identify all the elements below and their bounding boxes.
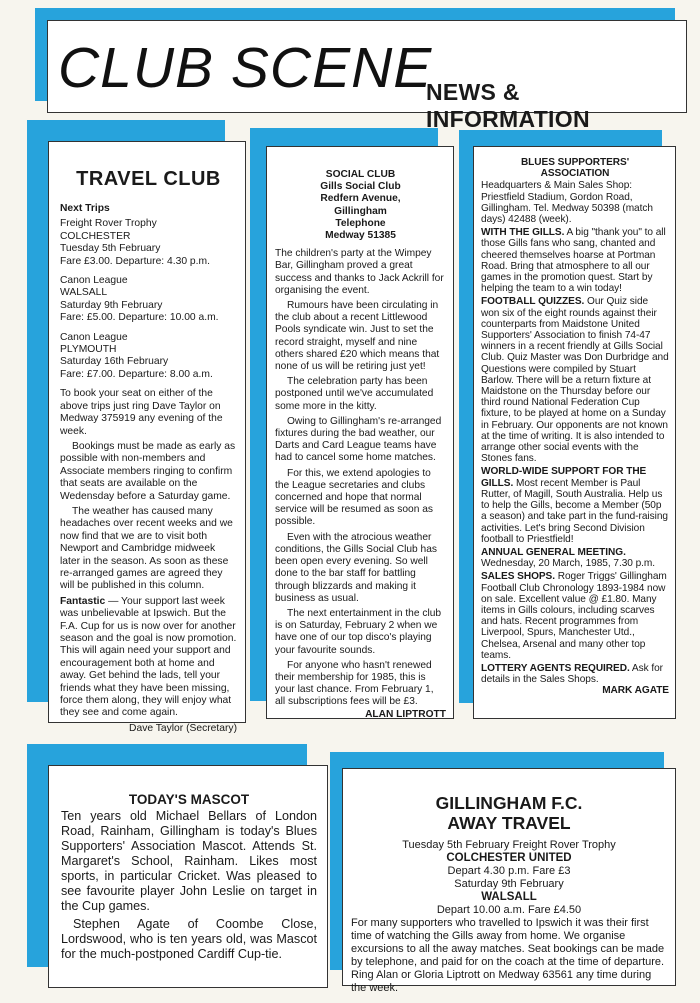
social-paragraph: The children's party at the Wimpey Bar, Gillingham proved a great success and thanks to Jack Ackrill for organising the event. xyxy=(275,248,444,296)
travel-paragraph xyxy=(60,596,237,720)
blues-item xyxy=(481,227,669,294)
blues-item xyxy=(481,296,669,464)
away-date-line: Saturday 9th February xyxy=(454,878,564,890)
trip-item xyxy=(60,332,237,382)
travel-club-title: TRAVEL CLUB xyxy=(76,168,221,190)
social-paragraph: The next entertainment in the club is on Saturday, February 2 when we have one of our top disco's playing your favourite sounds. xyxy=(275,607,442,656)
social-club-section xyxy=(266,146,454,719)
blues-item xyxy=(481,466,669,544)
blues-signature: MARK AGATE xyxy=(602,685,669,697)
away-travel-title xyxy=(351,793,667,833)
blues-item-text: A big "thank you" to all those Gills fans who sang, chanted and cheered themselves hoarse at Portman Road. Bring that atmosphere to all our games in the promotion quest. Start by helping the team to a win today! xyxy=(481,227,666,295)
trip-item xyxy=(60,218,237,268)
social-heading-line: Redfern Avenue, xyxy=(320,193,401,205)
social-signature: ALAN LIPTROTT xyxy=(365,708,446,720)
social-club-heading xyxy=(275,169,446,242)
social-heading-line: SOCIAL CLUB xyxy=(325,169,396,180)
blues-item-head: SALES SHOPS. xyxy=(481,571,555,583)
blues-item-head: LOTTERY AGENTS REQUIRED. xyxy=(481,662,630,674)
travel-paragraph: To book your seat on either of the above trips just ring Dave Taylor on Medway 375919 any evening of the week. xyxy=(60,388,223,437)
social-paragraph: Owing to Gillingham's re-arranged fixtures during the bad weather, our Darts and Card League teams have had to cancel some home matches. xyxy=(275,415,442,464)
away-team: COLCHESTER UNITED xyxy=(446,852,572,864)
trip-opponent: PLYMOUTH xyxy=(60,344,117,356)
social-heading-line: Gills Social Club xyxy=(320,181,401,193)
mascot-section xyxy=(48,765,328,988)
mascot-title: TODAY'S MASCOT xyxy=(128,792,250,807)
travel-signature: Dave Taylor (Secretary) xyxy=(129,722,237,734)
travel-paragraph: Bookings must be made as early as possible with non-members and Associate members ringing to confirm that seats are available on the Wedensday before a Saturday game. xyxy=(60,440,236,502)
away-depart-line: Depart 4.30 p.m. Fare £3 xyxy=(447,865,571,877)
trip-date: Saturday 9th February xyxy=(60,299,163,311)
blues-item-head: ANNUAL GENERAL MEETING. xyxy=(481,546,626,558)
trip-date: Saturday 16th February xyxy=(60,356,169,368)
blues-supporters-section xyxy=(473,146,676,719)
mascot-paragraph: Ten years old Michael Bellars of London Road, Rainham, Gillingham is today's Blues Supporters' Association Mascot. Attends St. Margaret's School, Rainham. Likes most sports, in particular Cricket. Was pleased to see favourite player John Leslie on target in the Cup games. xyxy=(61,809,317,913)
travel-fantastic-text: — Your support last week was unbelievable at Ipswich. But the F.A. Cup for us is now over for another season and the goal is now promotion. This will again need your support and encouragement both at home and away. Get behind the lads, tell your friends what they have been missing, force them along, they will enjoy what they see and come again. xyxy=(60,595,237,719)
blues-item-head: FOOTBALL QUIZZES. xyxy=(481,296,585,308)
blues-item xyxy=(481,663,669,685)
blues-item-text: Wednesday, 20 March, 1985, 7.30 p.m. xyxy=(481,558,656,570)
social-heading-line: Gillingham xyxy=(334,205,387,217)
social-paragraph: For this, we extend apologies to the League secretaries and clubs concerned and hope that normal service will be resumed as soon as possible. xyxy=(275,467,433,528)
social-paragraph: Even with the atrocious weather conditions, the Gills Social Club has been open every evening. So well done to the bar staff for battling through blizzards and making it business as usual. xyxy=(275,531,437,604)
away-date-line: Tuesday 5th February Freight Rover Trophy xyxy=(402,839,616,851)
blues-item-text: Ask for details in the Sales Shops. xyxy=(481,662,663,686)
travel-fantastic-label: Fantastic xyxy=(60,595,106,607)
trip-competition: Canon League xyxy=(60,275,128,287)
travel-club-section xyxy=(48,141,246,734)
trip-item xyxy=(60,275,237,325)
blues-item-text: Most recent Member is Paul Rutter, of Magill, South Australia. Help us to help the Gills, become a Member (50p a season) and take part in the fund-raising activities. Let's bring Second Division football to Priestfield! xyxy=(481,477,668,545)
social-heading-line: Medway 51385 xyxy=(325,230,396,242)
away-team: WALSALL xyxy=(481,891,537,903)
blues-item-text: Our Quiz side won six of the eight rounds against their counterparts from Maidstone United Supporters' Association to finish 74-47 winners in a recent friendly at Gills Social Club. Quiz Master was Don Durbridge and Questions were compiled by Stuart Barlow. There will be a return fixture at Maidstone on the Thursday before our third round National Federation Cup fixture, to be played at home on a Sunday in February. Our opponents are not known at the time of writing. It is also intended to arrange other social events with the Stones fans. xyxy=(481,296,669,465)
trip-fare: Fare £3.00. Departure: 4.30 p.m. xyxy=(60,255,210,267)
away-depart-line: Depart 10.00 a.m. Fare £4.50 xyxy=(436,904,582,916)
blues-heading: BLUES SUPPORTERS' ASSOCIATION xyxy=(520,157,630,180)
page-title: CLUB SCENE xyxy=(58,36,433,100)
trip-competition: Canon League xyxy=(60,331,128,343)
blues-item xyxy=(481,571,669,661)
social-paragraph: For anyone who hasn't renewed their membership for 1985, this is your last chance. From February 1, all subscriptions fees will be £3. xyxy=(275,659,434,708)
mascot-paragraph: Stephen Agate of Coombe Close, Lordswood, who is ten years old, was Mascot for the much-postponed Cardiff Cup-tie. xyxy=(61,917,317,961)
page-title-box xyxy=(47,20,687,132)
blues-item xyxy=(481,547,669,569)
away-title-line: GILLINGHAM F.C. xyxy=(435,793,583,813)
trip-date: Tuesday 5th February xyxy=(60,243,161,255)
trip-fare: Fare: £7.00. Departure: 8.00 a.m. xyxy=(60,368,213,380)
trip-fare: Fare: £5.00. Departure: 10.00 a.m. xyxy=(60,312,219,324)
social-heading-line: Telephone xyxy=(335,217,386,229)
away-travel-section xyxy=(342,768,676,994)
trip-opponent: WALSALL xyxy=(60,287,108,299)
next-trips-label: Next Trips xyxy=(60,203,110,214)
blues-item-text: Roger Triggs' Gillingham Football Club Chronology 1893-1984 now on sale. Excellent value @ £1.80. Many items in Gills colours, including scarves and hats. Recent programmes from Liverpool, Spurs, Manchester Utd., Chelsea, Arsenal and many other top teams. xyxy=(481,571,667,661)
trip-competition: Freight Rover Trophy xyxy=(60,218,157,230)
page-subtitle: NEWS & INFORMATION xyxy=(426,79,590,132)
social-paragraph: Rumours have been circulating in the club about a recent Littlewood Pools syndicate win. Just to set the record straight, myself and nine others shared £20 which means that none of us will be retiring just yet! xyxy=(275,300,440,373)
away-paragraph: For many supporters who travelled to Ipswich it was their first time of watching the Gills away from home. We organise excursions to all the away matches. Seat bookings can be made by telephone, and paid for on the coach at the time of departure. Ring Alan or Gloria Liptrott on Medway 63561 any time during the week. xyxy=(351,917,665,994)
blues-intro: Headquarters & Main Sales Shop: Priestfield Stadium, Gordon Road, Gillingham. Tel. Medway 50398 (match days) 42488 (week). xyxy=(481,180,653,226)
social-paragraph: The celebration party has been postponed until we've accumulated some more in the kitty. xyxy=(275,376,434,412)
travel-paragraph: The weather has caused many headaches over recent weeks and we now find that we are to visit both Newport and Cambridge midweek later in the season. As soon as these re-arranged games are agreed they will be published in this column. xyxy=(60,505,233,592)
trip-opponent: COLCHESTER xyxy=(60,230,131,242)
blues-item-head: WORLD-WIDE SUPPORT FOR THE GILLS. xyxy=(481,466,647,489)
away-title-line: AWAY TRAVEL xyxy=(447,813,571,833)
blues-item-head: WITH THE GILLS. xyxy=(481,227,565,239)
